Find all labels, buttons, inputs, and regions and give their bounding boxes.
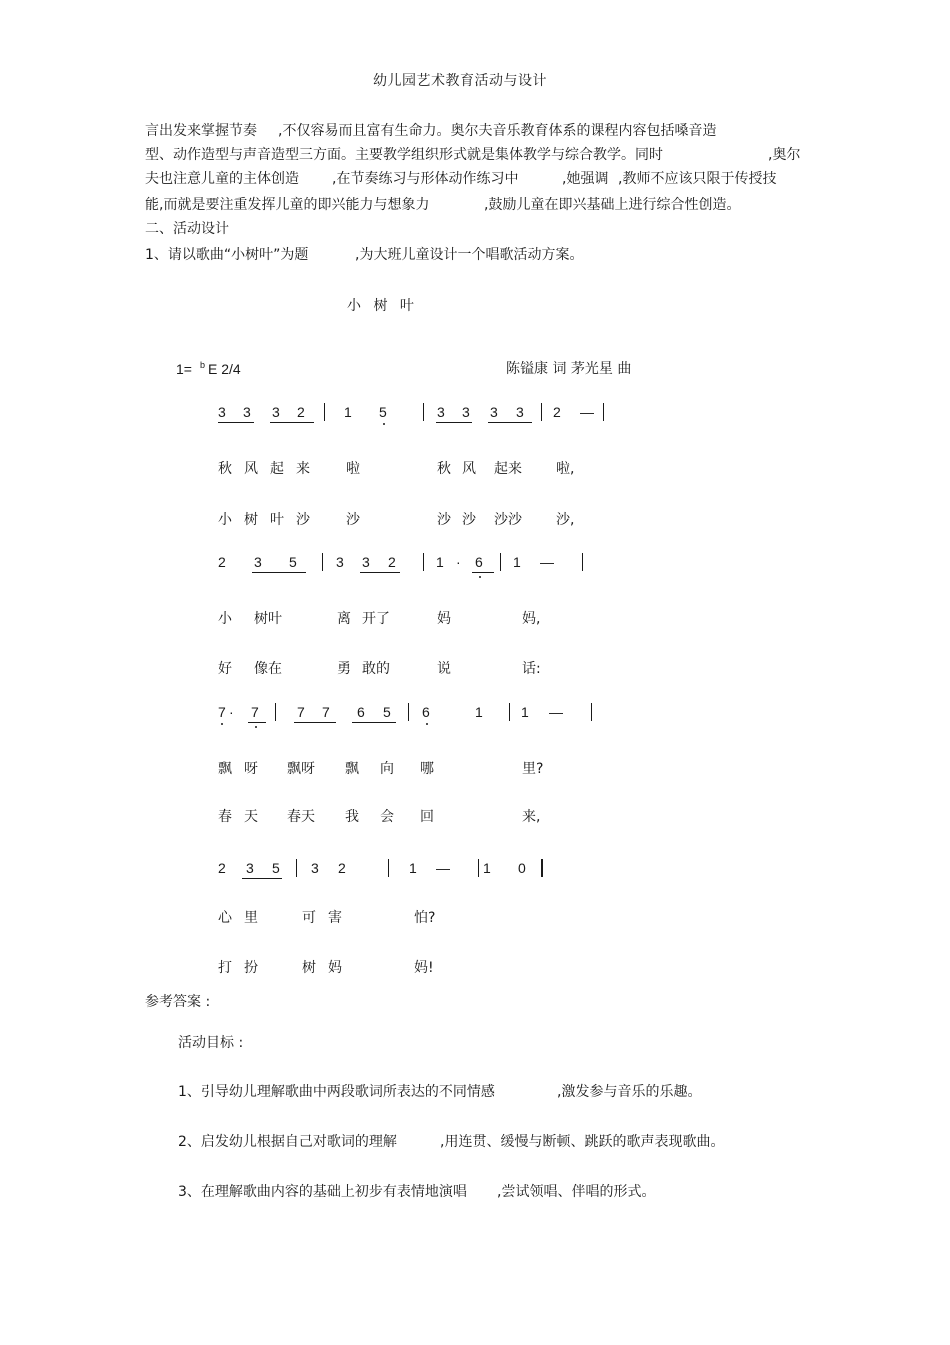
goal-2b: ,用连贯、缓慢与断顿、跳跃的歌声表现歌曲。 [440,1134,725,1150]
underline [270,422,314,423]
lyric: 小 [218,611,232,627]
note: 3 [254,554,262,570]
note: 3 [336,554,344,570]
notation-row-4 [0,859,950,885]
lyric: 起来 [494,461,522,477]
lyric: 妈! [414,960,434,976]
barline [423,553,424,571]
barline [591,703,592,721]
note: 6 [422,704,430,720]
barline [541,403,542,421]
low-octave-dot [479,576,481,578]
lyric: 扮 [244,960,258,976]
note: 5 [379,404,387,420]
note: 3 [311,860,319,876]
note: · [229,704,234,720]
note: 1 [436,554,444,570]
lyric: 树 [244,512,258,528]
note: 7 [297,704,305,720]
note: 3 [243,404,251,420]
lyric: 沙 [462,512,476,528]
intro-line-4a: 能,而就是要注重发挥儿童的即兴能力与想象力 [145,197,430,213]
goals-label: 活动目标 : [178,1035,244,1051]
underline [352,722,396,723]
intro-line-3a: 夫也注意儿童的主体创造 [145,171,299,187]
lyric: 沙 [346,512,360,528]
intro-line-2b: ,奥尔 [768,147,801,163]
note: 3 [272,404,280,420]
lyric: 勇 [337,661,351,677]
notation-row-1 [0,403,950,429]
barline [582,553,583,571]
lyric: 天 [244,809,258,825]
barline [322,553,323,571]
note: — [549,704,563,720]
note: 3 [218,404,226,420]
document-title: 幼儿园艺术教育活动与设计 [373,73,547,89]
lyric: 回 [420,809,434,825]
lyric: 可 [302,910,316,926]
note: 2 [338,860,346,876]
lyrics-row-1a [0,460,950,480]
intro-line-3b: ,在节奏练习与形体动作练习中 [332,171,519,187]
note: 2 [388,554,396,570]
task-line-a: 1、请以歌曲“小树叶”为题 [145,247,309,263]
lyric: 树叶 [254,611,282,627]
key-signature [176,360,241,378]
barline [509,703,510,721]
note: 3 [490,404,498,420]
lyric: 我 [345,809,359,825]
lyrics-row-2b [0,660,950,680]
lyrics-row-4a [0,909,950,929]
goal-1a: 1、引导幼儿理解歌曲中两段歌词所表达的不同情感 [178,1084,495,1100]
barline [388,859,389,877]
barline [423,403,424,421]
note: 1 [521,704,529,720]
lyrics-row-3b [0,808,950,828]
barline [275,703,276,721]
barline [324,403,325,421]
note: 3 [362,554,370,570]
answer-label: 参考答案 : [145,994,211,1010]
note: 3 [462,404,470,420]
lyric: 里 [244,910,258,926]
barline [408,703,409,721]
low-octave-dot [255,726,257,728]
key-prefix: 1= [176,361,192,377]
low-octave-dot [383,423,385,425]
lyric: 妈 [328,960,342,976]
lyric: 啦, [556,461,575,477]
note: 2 [218,860,226,876]
lyric: 沙 [296,512,310,528]
lyric: 来 [296,461,310,477]
note: 6 [475,554,483,570]
lyric: 沙, [556,512,575,528]
lyric: 呀 [244,761,258,777]
task-line-b: ,为大班儿童设计一个唱歌活动方案。 [355,247,584,263]
lyric: 春天 [287,809,315,825]
lyric: 会 [380,809,394,825]
lyric: 飘呀 [287,761,315,777]
barline [296,859,297,877]
lyrics-row-3a [0,760,950,780]
lyric: 话: [522,661,541,677]
lyric: 秋 [437,461,451,477]
lyrics-row-1b [0,511,950,531]
note: 7 [251,704,259,720]
underline [488,422,532,423]
lyric: 沙 [437,512,451,528]
note: 2 [297,404,305,420]
intro-line-3d: ,教师不应该只限于传授技 [618,171,777,187]
note: 1 [344,404,352,420]
lyric: 春 [218,809,232,825]
note: 3 [516,404,524,420]
note: 5 [383,704,391,720]
note: 1 [409,860,417,876]
note: 7 [218,704,226,720]
lyric: 飘 [218,761,232,777]
lyric: 沙沙 [494,512,522,528]
intro-line-1a: 言出发来掌握节奏 [145,123,257,139]
note: 0 [518,860,526,876]
lyrics-row-2a [0,610,950,630]
lyric: 妈 [437,611,451,627]
note: 2 [553,404,561,420]
lyric: 来, [522,809,541,825]
lyric: 离 [337,611,351,627]
note: · [456,554,461,570]
underline [294,722,336,723]
lyric: 向 [380,761,394,777]
low-octave-dot [426,723,428,725]
underline [218,422,254,423]
lyric: 打 [218,960,232,976]
song-title: 小 树 叶 [347,298,418,314]
lyric: 里? [522,761,544,777]
lyric: 啦 [346,461,360,477]
note: — [580,404,594,420]
lyric: 害 [328,910,342,926]
underline [472,572,494,573]
lyric: 妈, [522,611,541,627]
lyric: 秋 [218,461,232,477]
lyric: 小 [218,512,232,528]
low-octave-dot [221,723,223,725]
key-flat: b [199,360,205,370]
goal-2a: 2、启发幼儿根据自己对歌词的理解 [178,1134,397,1150]
lyric: 怕? [414,910,436,926]
lyric: 飘 [345,761,359,777]
intro-line-2a: 型、动作造型与声音造型三方面。主要教学组织形式就是集体教学与综合教学。同时 [145,147,663,163]
underline [436,422,472,423]
note: 5 [272,860,280,876]
barline [500,553,501,571]
lyric: 风 [244,461,258,477]
lyric: 说 [437,661,451,677]
intro-line-3c: ,她强调 [562,171,609,187]
lyric: 心 [218,910,232,926]
note: 1 [483,860,491,876]
notation-row-3 [0,703,950,729]
note: 1 [513,554,521,570]
final-barline [541,859,543,877]
lyric: 哪 [420,761,434,777]
lyric: 风 [462,461,476,477]
barline [603,403,604,421]
underline [248,722,266,723]
lyric: 像在 [254,661,282,677]
goal-3b: ,尝试领唱、伴唱的形式。 [497,1184,656,1200]
note: — [540,554,554,570]
notation-row-2 [0,553,950,579]
note: 2 [218,554,226,570]
note: 3 [437,404,445,420]
goal-1b: ,激发参与音乐的乐趣。 [557,1084,702,1100]
lyric: 树 [302,960,316,976]
section-heading: 二、活动设计 [145,221,229,237]
key-rest: E 2/4 [207,361,241,377]
goal-3a: 3、在理解歌曲内容的基础上初步有表情地演唱 [178,1184,467,1200]
note: 3 [246,860,254,876]
note: 7 [322,704,330,720]
barline [478,859,479,877]
lyric: 开了 [362,611,390,627]
note: — [436,860,450,876]
song-credits: 陈镒康 词 茅光星 曲 [506,361,632,377]
underline [252,572,306,573]
lyric: 叶 [270,512,284,528]
intro-line-4b: ,鼓励儿童在即兴基础上进行综合性创造。 [484,197,741,213]
underline [360,572,400,573]
lyric: 好 [218,661,232,677]
underline [242,878,282,879]
note: 1 [475,704,483,720]
lyric: 起 [270,461,284,477]
note: 5 [289,554,297,570]
lyrics-row-4b [0,959,950,979]
lyric: 敢的 [362,661,390,677]
intro-line-1b: ,不仅容易而且富有生命力。奥尔夫音乐教育体系的课程内容包括嗓音造 [278,123,717,139]
note: 6 [357,704,365,720]
